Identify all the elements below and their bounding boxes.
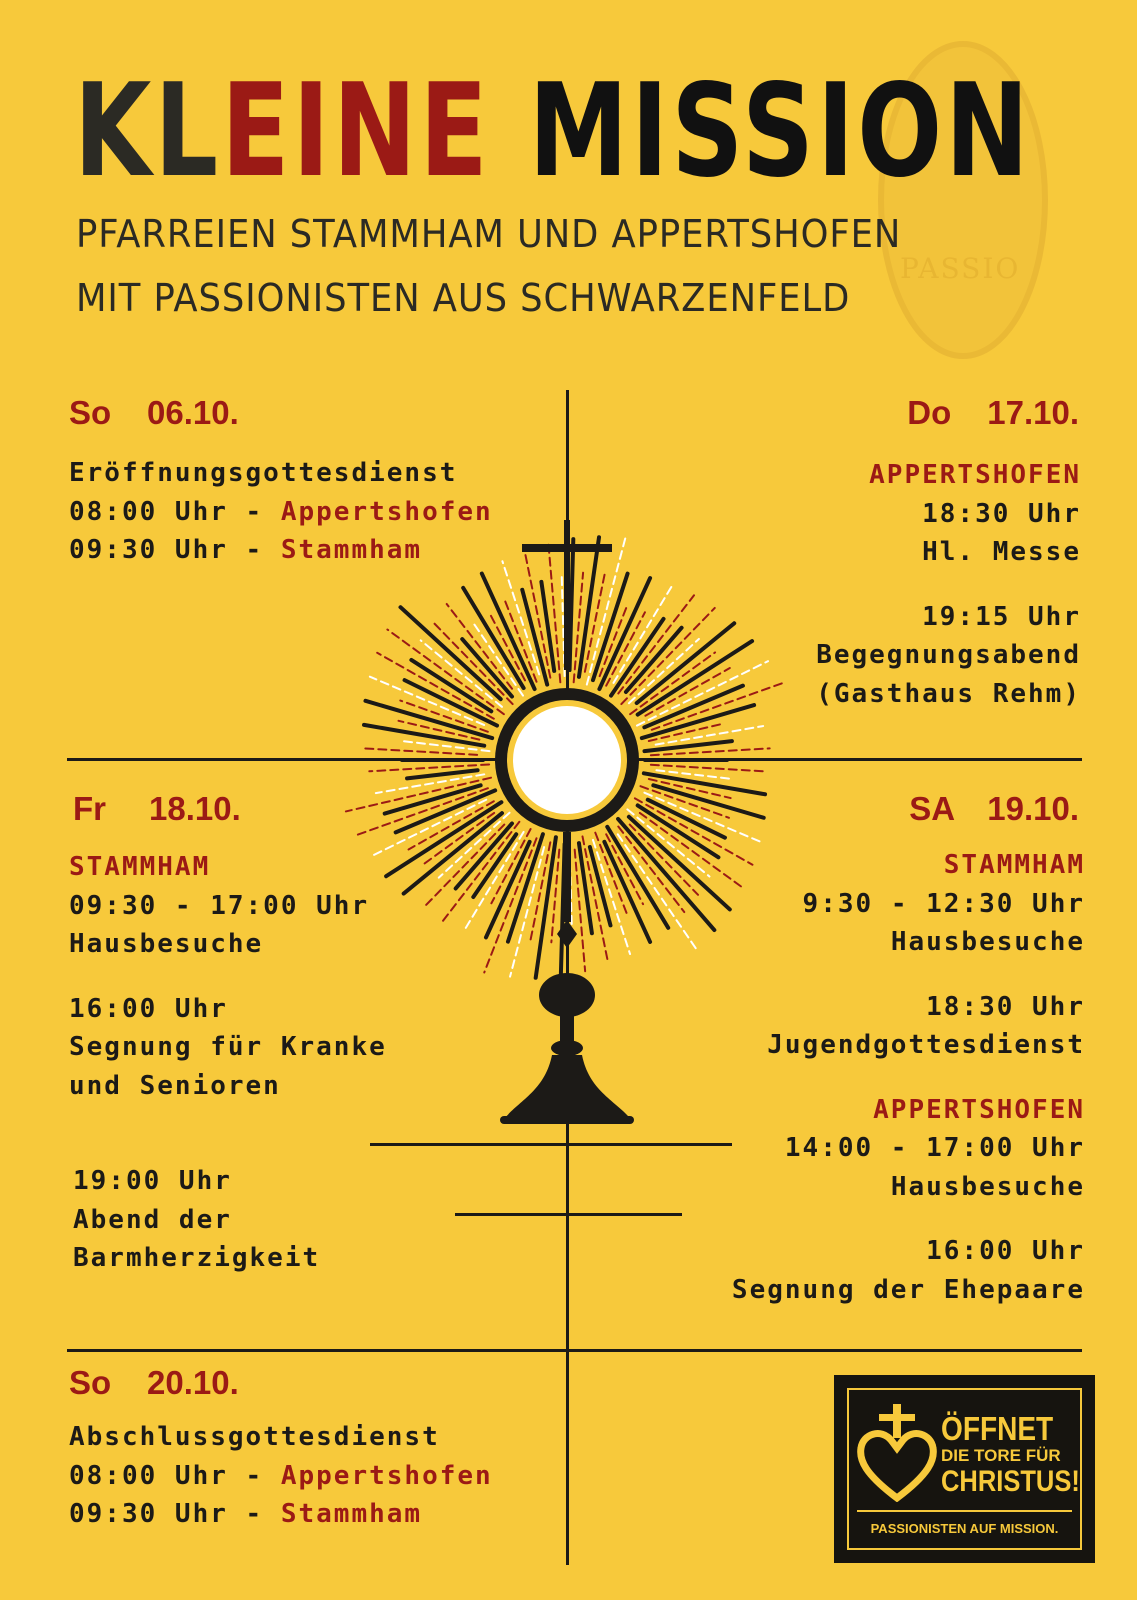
event-time: 18:30 Uhr [926, 991, 1085, 1022]
sun-ray [621, 608, 714, 704]
day-heading-thu-1710 [907, 394, 1079, 432]
place-label: STAMMHAM [69, 852, 211, 882]
day-date: 18.10. [149, 790, 241, 827]
horizontal-divider-bottom [67, 1349, 1082, 1352]
sun-ray [651, 765, 764, 771]
logo-frame [847, 1388, 1082, 1550]
logo-text-christus: CHRISTUS! [941, 1465, 1080, 1498]
day-of-week: Fr [73, 790, 106, 827]
watermark-text: PASSIO [900, 252, 1021, 285]
place-label: APPERTSHOFEN [869, 460, 1081, 490]
sun-ray [590, 847, 611, 925]
event-title: (Gasthaus Rehm) [816, 678, 1081, 709]
sun-ray [652, 683, 782, 729]
event-title: Segnung für Kranke [69, 1032, 387, 1062]
subtitle-parishes: PFARREIEN STAMMHAM UND APPERTSHOFEN [76, 212, 902, 256]
logo-separator [857, 1510, 1072, 1512]
event-title: Barmherzigkeit [73, 1243, 321, 1273]
sun-0610-details [69, 454, 493, 570]
event-time: 14:00 - 17:00 Uhr [784, 1133, 1085, 1163]
event-title: Abschlussgottesdienst [69, 1422, 440, 1452]
event-title: Segnung der Ehepaare [731, 1274, 1085, 1305]
sun-ray [357, 788, 488, 835]
sun-ray [365, 748, 477, 754]
sun-2010-details [69, 1418, 493, 1534]
title-part-kl: KL [74, 57, 222, 206]
event-time: 16:00 Uhr [69, 993, 228, 1024]
passionists-logo [834, 1375, 1095, 1563]
day-of-week: So [69, 1364, 112, 1401]
sun-ray [618, 819, 714, 930]
fri-1810-evening [73, 1162, 320, 1278]
sun-ray [443, 822, 519, 921]
logo-text-tore: DIE TORE FÜR [941, 1446, 1061, 1465]
event-time: 09:30 - 17:00 Uhr [69, 890, 370, 921]
event-time: 19:15 Uhr [922, 601, 1081, 632]
event-title: Hausbesuche [890, 1171, 1085, 1202]
sun-ray [364, 725, 484, 746]
monstrance-icon [330, 520, 800, 1150]
day-of-week: Do [907, 394, 952, 431]
sun-ray [505, 600, 537, 682]
title-part-mission: MISSION [490, 57, 1032, 206]
sun-ray [366, 701, 493, 738]
day-heading-fri-1810 [73, 790, 241, 828]
day-date: 17.10. [987, 394, 1079, 431]
event-line: 08:00 Uhr - Appertshofen [69, 496, 493, 527]
sun-ray [536, 837, 556, 978]
logo-text-oeffnet: ÖFFNET [941, 1410, 1054, 1447]
day-of-week: So [69, 394, 112, 431]
day-heading-sat-1910 [909, 790, 1079, 828]
event-title: Abend der [73, 1204, 232, 1235]
event-title: und Senioren [69, 1070, 281, 1101]
thu-1710-details [816, 456, 1081, 713]
day-heading-sun-2010 [69, 1364, 239, 1402]
title-part-eine: EINE [221, 57, 491, 206]
event-time: 19:00 Uhr [73, 1166, 232, 1196]
event-time: 9:30 - 12:30 Uhr [802, 888, 1085, 919]
event-title: Hausbesuche [69, 929, 264, 959]
event-title: Eröffnungsgottesdienst [69, 458, 458, 488]
event-title: Hl. Messe [922, 537, 1081, 567]
day-date: 19.10. [987, 790, 1079, 827]
sun-ray [595, 833, 627, 916]
subtitle-passionists: MIT PASSIONISTEN AUS SCHWARZENFELD [76, 276, 851, 320]
sun-ray [541, 582, 554, 671]
horizontal-divider-lower2 [455, 1213, 682, 1216]
event-title: Jugendgottesdienst [767, 1030, 1085, 1060]
event-line: 08:00 Uhr - Appertshofen [69, 1460, 493, 1491]
sun-ray [570, 539, 574, 670]
event-time: 18:30 Uhr [922, 498, 1081, 529]
place-label: APPERTSHOFEN [873, 1094, 1085, 1125]
day-date: 06.10. [147, 394, 239, 431]
sun-ray [489, 611, 525, 680]
event-title: Begegnungsabend [816, 640, 1081, 670]
page-title [74, 57, 1032, 206]
sun-ray [644, 741, 731, 751]
sat-1910-details [732, 846, 1085, 1309]
heart-cross-icon [857, 1402, 937, 1502]
sun-ray [618, 834, 696, 949]
place-label: STAMMHAM [943, 850, 1085, 880]
day-heading-sun-0610 [69, 394, 239, 432]
day-date: 20.10. [147, 1364, 239, 1401]
day-of-week: SA [909, 790, 956, 827]
event-time: 16:00 Uhr [926, 1236, 1085, 1266]
logo-text-passionisten: PASSIONISTEN AUF MISSION. [870, 1521, 1059, 1536]
event-line: 09:30 Uhr - Stammham [69, 1499, 423, 1529]
fri-1810-details [69, 848, 387, 1105]
event-line: 09:30 Uhr - Stammham [69, 535, 423, 565]
event-title: Hausbesuche [890, 927, 1085, 957]
sun-ray [618, 595, 694, 693]
